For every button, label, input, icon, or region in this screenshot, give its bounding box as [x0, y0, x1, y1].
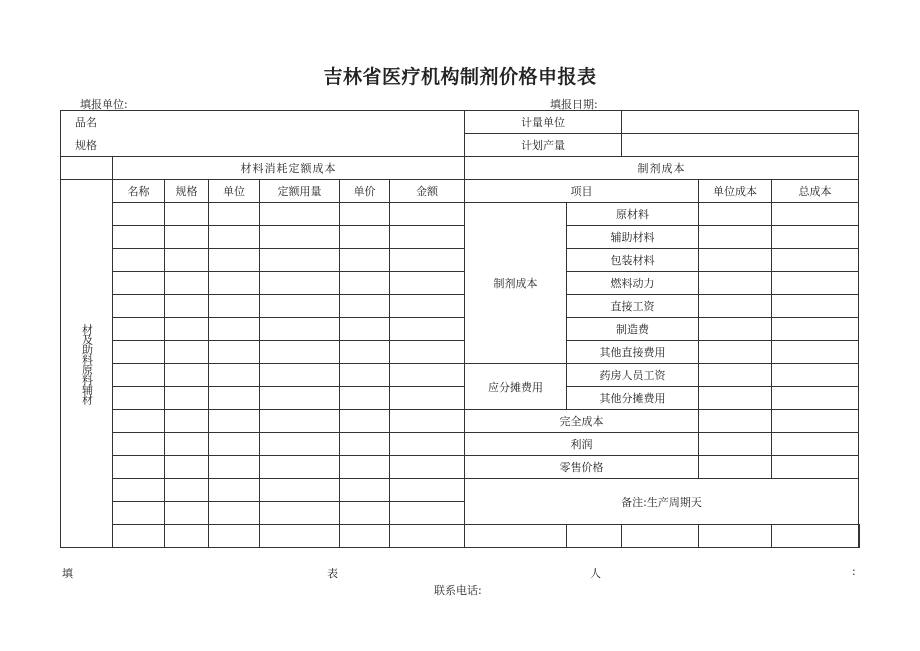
- material-cell[interactable]: [340, 272, 390, 295]
- unit-cost-cell[interactable]: [699, 387, 772, 410]
- material-cell[interactable]: [390, 318, 465, 341]
- total-cost-cell[interactable]: [772, 318, 859, 341]
- summary-item: 完全成本: [465, 410, 699, 433]
- material-cell[interactable]: [165, 410, 209, 433]
- remark-cell: 备注:生产周期天: [465, 479, 859, 525]
- planned-output-label: 计划产量: [465, 134, 622, 157]
- blank-cell[interactable]: [165, 525, 209, 548]
- summary-item: 零售价格: [465, 456, 699, 479]
- material-cell[interactable]: [260, 318, 340, 341]
- material-cell[interactable]: [340, 410, 390, 433]
- material-cell[interactable]: [209, 318, 260, 341]
- col-header: 项目: [465, 180, 699, 203]
- material-cell[interactable]: [390, 341, 465, 364]
- material-cell[interactable]: [340, 249, 390, 272]
- blank-cell[interactable]: [465, 525, 567, 548]
- material-cell[interactable]: [390, 410, 465, 433]
- material-cell[interactable]: [340, 203, 390, 226]
- alloc-group-label: 应分摊费用: [465, 364, 567, 410]
- material-cell[interactable]: [260, 249, 340, 272]
- footer-char-1: 填: [62, 567, 73, 580]
- material-cell[interactable]: [340, 433, 390, 456]
- material-cell[interactable]: [209, 341, 260, 364]
- material-cell[interactable]: [209, 433, 260, 456]
- material-cell[interactable]: [165, 226, 209, 249]
- blank-cell[interactable]: [859, 525, 860, 548]
- footer-char-3: 人: [590, 567, 601, 580]
- unit-cost-cell[interactable]: [699, 226, 772, 249]
- material-cell[interactable]: [390, 433, 465, 456]
- material-cell[interactable]: [113, 203, 165, 226]
- material-cell[interactable]: [113, 341, 165, 364]
- material-cost-header: 材料消耗定额成本: [113, 157, 465, 180]
- material-cell[interactable]: [260, 226, 340, 249]
- material-cell[interactable]: [260, 433, 340, 456]
- footer-char-4: :: [852, 565, 856, 578]
- col-header: 单位成本: [699, 180, 772, 203]
- total-cost-cell[interactable]: [772, 272, 859, 295]
- material-cell[interactable]: [390, 364, 465, 387]
- blank-cell[interactable]: [390, 525, 465, 548]
- material-cell[interactable]: [113, 364, 165, 387]
- fill-date-label: 填报日期:: [550, 98, 598, 111]
- prep-item: 直接工资: [567, 295, 699, 318]
- material-cell[interactable]: [260, 410, 340, 433]
- material-cell[interactable]: [209, 272, 260, 295]
- material-cell[interactable]: [165, 433, 209, 456]
- material-cell[interactable]: [260, 203, 340, 226]
- spec-label: 规格: [61, 134, 465, 157]
- total-cost-cell[interactable]: [772, 364, 859, 387]
- total-cost-cell[interactable]: [772, 203, 859, 226]
- material-cell[interactable]: [390, 479, 465, 502]
- material-cell[interactable]: [165, 502, 209, 525]
- material-cell[interactable]: [209, 226, 260, 249]
- material-cell[interactable]: [165, 272, 209, 295]
- prep-item: 其他直接费用: [567, 341, 699, 364]
- prep-group-label: 制剂成本: [465, 203, 567, 364]
- planned-output-field[interactable]: [622, 134, 859, 157]
- material-cell[interactable]: [340, 295, 390, 318]
- unit-cost-cell[interactable]: [699, 318, 772, 341]
- total-cost-cell[interactable]: [772, 249, 859, 272]
- material-cell[interactable]: [260, 272, 340, 295]
- material-cell[interactable]: [113, 456, 165, 479]
- unit-cost-cell[interactable]: [699, 410, 772, 433]
- col-header: 单位: [209, 180, 260, 203]
- material-cell[interactable]: [390, 226, 465, 249]
- total-cost-cell[interactable]: [772, 433, 859, 456]
- total-cost-cell[interactable]: [772, 387, 859, 410]
- blank-cell[interactable]: [113, 525, 165, 548]
- material-cell[interactable]: [390, 502, 465, 525]
- material-cell[interactable]: [165, 387, 209, 410]
- corner-cell: [61, 157, 113, 180]
- material-cell[interactable]: [165, 364, 209, 387]
- contact-phone-label: 联系电话:: [434, 584, 482, 597]
- unit-cost-cell[interactable]: [699, 295, 772, 318]
- material-cell[interactable]: [340, 364, 390, 387]
- prep-item: 包装材料: [567, 249, 699, 272]
- material-cell[interactable]: [340, 318, 390, 341]
- fill-unit-label: 填报单位:: [80, 98, 128, 111]
- alloc-item: 药房人员工资: [567, 364, 699, 387]
- col-header: 金额: [390, 180, 465, 203]
- blank-cell[interactable]: [772, 525, 859, 548]
- material-cell[interactable]: [165, 295, 209, 318]
- page-title: 吉林省医疗机构制剂价格申报表: [323, 66, 597, 88]
- material-cell[interactable]: [340, 502, 390, 525]
- material-cell[interactable]: [209, 364, 260, 387]
- material-cell[interactable]: [390, 272, 465, 295]
- material-cell[interactable]: [390, 203, 465, 226]
- blank-cell[interactable]: [567, 525, 622, 548]
- alloc-item: 其他分摊费用: [567, 387, 699, 410]
- material-cell[interactable]: [113, 410, 165, 433]
- summary-item: 利润: [465, 433, 699, 456]
- material-cell[interactable]: [209, 502, 260, 525]
- prep-item: 原材料: [567, 203, 699, 226]
- blank-cell[interactable]: [340, 525, 390, 548]
- material-cell[interactable]: [260, 456, 340, 479]
- material-cell[interactable]: [165, 318, 209, 341]
- col-header: 总成本: [772, 180, 859, 203]
- material-cell[interactable]: [390, 295, 465, 318]
- unit-cost-cell[interactable]: [699, 364, 772, 387]
- footer-char-2: 表: [327, 567, 338, 580]
- material-cell[interactable]: [209, 249, 260, 272]
- material-cell[interactable]: [260, 502, 340, 525]
- unit-cost-cell[interactable]: [699, 203, 772, 226]
- material-cell[interactable]: [390, 387, 465, 410]
- material-cell[interactable]: [113, 479, 165, 502]
- col-header: 名称: [113, 180, 165, 203]
- unit-cost-cell[interactable]: [699, 456, 772, 479]
- total-cost-cell[interactable]: [772, 456, 859, 479]
- material-cell[interactable]: [340, 387, 390, 410]
- material-cell[interactable]: [209, 410, 260, 433]
- measure-unit-field[interactable]: [622, 111, 859, 134]
- material-cell[interactable]: [165, 249, 209, 272]
- blank-cell[interactable]: [699, 525, 772, 548]
- unit-cost-cell[interactable]: [699, 433, 772, 456]
- material-cell[interactable]: [165, 203, 209, 226]
- prep-cost-header: 制剂成本: [465, 157, 859, 180]
- material-cell[interactable]: [260, 295, 340, 318]
- material-cell[interactable]: [390, 249, 465, 272]
- material-cell[interactable]: [340, 341, 390, 364]
- blank-cell[interactable]: [209, 525, 260, 548]
- material-cell[interactable]: [113, 318, 165, 341]
- material-cell[interactable]: [113, 249, 165, 272]
- unit-cost-cell[interactable]: [699, 341, 772, 364]
- material-cell[interactable]: [260, 387, 340, 410]
- measure-unit-label: 计量单位: [465, 111, 622, 134]
- material-cell[interactable]: [209, 479, 260, 502]
- prep-item: 辅助材料: [567, 226, 699, 249]
- material-cell[interactable]: [209, 456, 260, 479]
- col-header: 规格: [165, 180, 209, 203]
- material-cell[interactable]: [260, 341, 340, 364]
- total-cost-cell[interactable]: [772, 226, 859, 249]
- material-cell[interactable]: [113, 433, 165, 456]
- material-cell[interactable]: [340, 479, 390, 502]
- prep-item: 燃料动力: [567, 272, 699, 295]
- material-cell[interactable]: [390, 456, 465, 479]
- material-cell[interactable]: [165, 341, 209, 364]
- blank-cell[interactable]: [622, 525, 699, 548]
- unit-cost-cell[interactable]: [699, 272, 772, 295]
- material-cell[interactable]: [165, 479, 209, 502]
- unit-cost-cell[interactable]: [699, 249, 772, 272]
- side-label-cell: [61, 180, 113, 548]
- price-declaration-form: [60, 110, 860, 548]
- material-cell[interactable]: [113, 226, 165, 249]
- material-cell[interactable]: [260, 479, 340, 502]
- product-name-label: 品名: [61, 111, 465, 134]
- material-cell[interactable]: [113, 272, 165, 295]
- blank-cell[interactable]: [260, 525, 340, 548]
- side-label: 材及助料原料辅材: [80, 323, 94, 404]
- total-cost-cell[interactable]: [772, 341, 859, 364]
- material-cell[interactable]: [209, 295, 260, 318]
- prep-item: 制造费: [567, 318, 699, 341]
- material-cell[interactable]: [113, 387, 165, 410]
- material-cell[interactable]: [340, 226, 390, 249]
- material-cell[interactable]: [260, 364, 340, 387]
- material-cell[interactable]: [209, 203, 260, 226]
- col-header: 定额用量: [260, 180, 340, 203]
- material-cell[interactable]: [340, 456, 390, 479]
- col-header: 单价: [340, 180, 390, 203]
- total-cost-cell[interactable]: [772, 410, 859, 433]
- material-cell[interactable]: [165, 456, 209, 479]
- material-cell[interactable]: [209, 387, 260, 410]
- total-cost-cell[interactable]: [772, 295, 859, 318]
- material-cell[interactable]: [113, 295, 165, 318]
- material-cell[interactable]: [113, 502, 165, 525]
